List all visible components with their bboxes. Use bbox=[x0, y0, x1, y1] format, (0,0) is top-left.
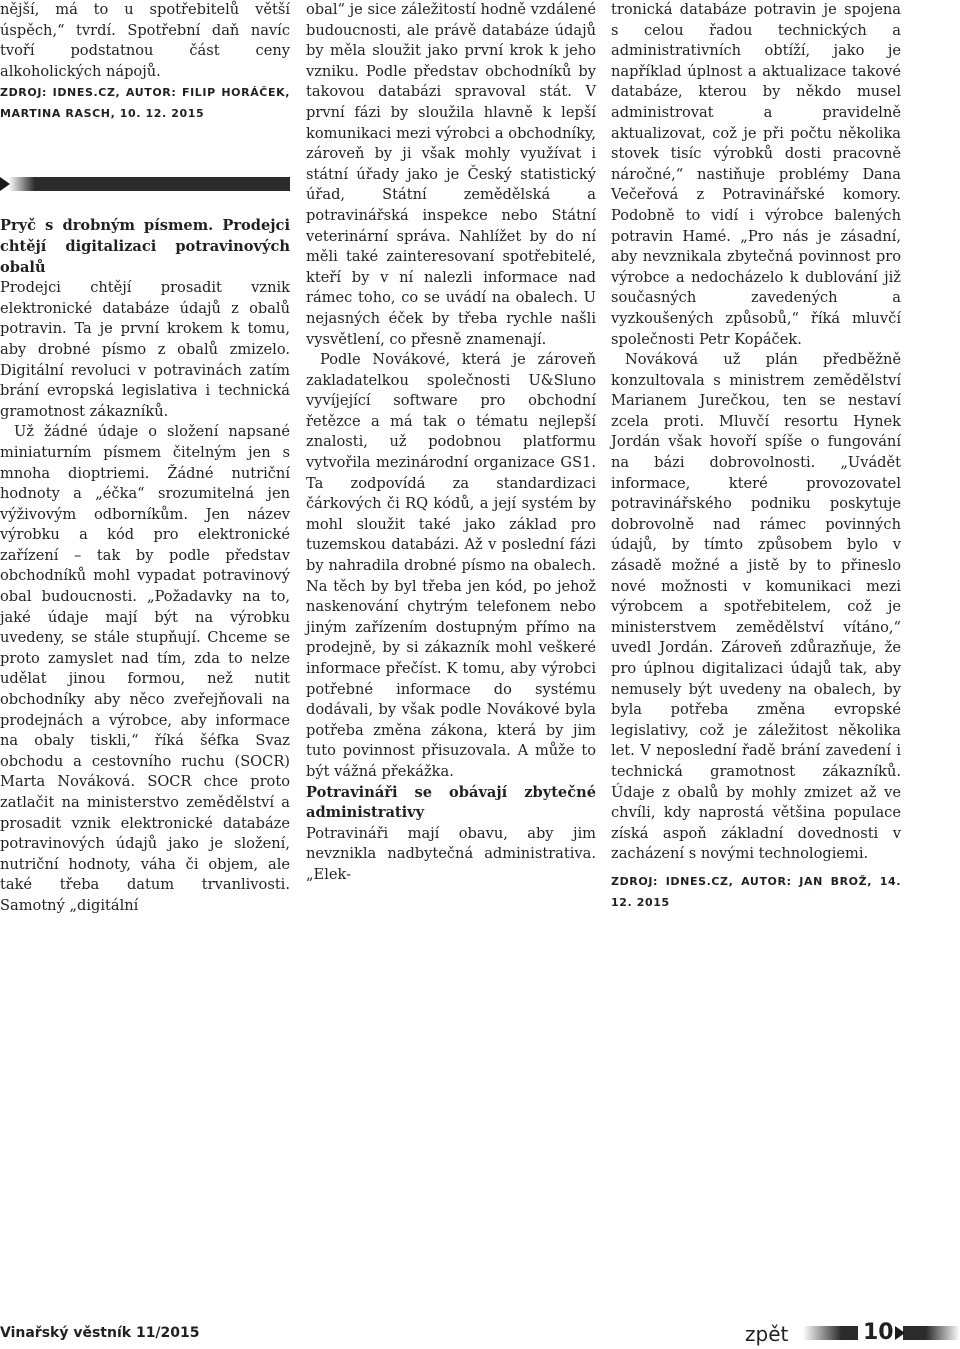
source-credit-2: ZDROJ: IDNES.CZ, AUTOR: JAN BROŽ, 14. 12. 2015 bbox=[611, 874, 901, 909]
source-credit-1: ZDROJ: IDNES.CZ, AUTOR: FILIP HORÁČEK, MARTINA RASCH, 10. 12. 2015 bbox=[0, 86, 290, 121]
page-number: 10 bbox=[863, 1320, 894, 1345]
headline-rest: Prodejci chtějí digitalizaci potravinových obalů bbox=[0, 217, 290, 276]
column-2 bbox=[306, 0, 596, 886]
intro-paragraph: nější, má to u spotřebitelů větší úspěch,“ tvrdí. Spotřební daň navíc tvoří podstatnou část ceny alkoholických nápojů. bbox=[0, 1, 290, 80]
article-headline bbox=[0, 216, 290, 278]
column-1 bbox=[0, 0, 290, 917]
article-paragraph: Potravináři mají obavu, aby jim nevzniklа nadbytečná administrativa. „Elek- bbox=[306, 824, 596, 883]
back-link[interactable]: zpět bbox=[745, 1322, 789, 1346]
article-paragraph: tronická databáze potravin je spojena s celou řadou technických a administrativních obtíží, jako je například úplnost a aktualizace takové databáze, kterou by někdo musel administrovat a pravidelně aktualizovat, což je při počtu několika stovek tisíc výrobků dosti pracovně náročné,“ nastiňuje problémy Dana Večeřová z Potravinářské komory. Podobně to vidí i výrobce balených potravin Hamé. „Pro nás je zásadní, aby nevznikala zbytečná povinnost pro výrobce a nedocházelo k dublování již současných zavedených a vyzkoušených způsobů,“ říká mluvčí společnosti Petr Kopáček. bbox=[611, 1, 901, 348]
arrow-icon bbox=[0, 177, 10, 191]
article-paragraph: Už žádné údaje o složení napsané miniaturním písmem čitelným jen s mnoha dioptriemi. Žádné nutriční hodnoty a „éčka“ srozumitelná jen výživovým odborníkům. Jen název výrobku a kód pro elektronické zařízení – tak by podle představ obchodníků mohl vypadat potravinový obal budoucnosti. „Požadavky na to, jaké údaje mají být na výrobku uvedeny, se stále stupňují. Chceme se proto zamyslet nad tím, zda to nelze udělat jinou formou, než nutit obchodníky aby něco zveřejňovali na prodejnách a výrobce, aby informace na obaly tiskli,“ říká šéfka Svaz obchodu a cestovního ruchu (SOCR) Marta Nováková. SOCR chce proto zatlačit na ministerstvo zemědělství a prosadit vznik elektronické databáze potravinových údajů jako je složení, nutriční hodnoty, váha či objem, ale také třeba datum trvanlivosti. Samotný „digitální bbox=[0, 423, 290, 914]
publication-footer: Vinařský věstník 11/2015 bbox=[0, 1325, 200, 1341]
footer-gradient-bar-right bbox=[903, 1326, 960, 1340]
headline-lead: Pryč s drobným písmem. bbox=[0, 217, 214, 235]
article-paragraph: Nováková už plán předběžně konzultovala s ministrem zemědělství Marianem Jurečkou, ten se nestaví zcela proti. Mluvčí resortu Hynek Jordán však hovoří spíše o fungování na bázi dobrovolnosti. „Uvádět informace, které provozovatel potravinářského podniku poskytuje dobrovolně nad rámec povinných údajů, by tímto způsobem bylo v zásadě možné a jistě by to přineslo nové možnosti v komunikaci mezi výrobcem a spotřebitelem, což je ministerstvem zemědělství vítáno,“ uvedl Jordán. Zároveň zdůrazňuje, že pro úplnou digitalizaci údajů tak, aby nemusely být uvedeny na obalech, by byla potřeba změna evropské legislativy, což je záležitost několika let. V neposlední řadě brání zavedení i technická gramotnost zákazníků. Údaje z obalů by mohly zmizet až ve chvíli, kdy naprostá většina populace získá aspoň základní dovednosti v zacházení s novými technologiemi. bbox=[611, 351, 901, 863]
section-divider-bar bbox=[0, 177, 290, 191]
article-lead-paragraph: Prodejci chtějí prosadit vznik elektronické databáze údajů z obalů potravin. Ta je první krokem k tomu, aby drobné písmo z obalů zmizelo. Digitální revoluci v potravinách zatím brání evropská legislativa i technická gramotnost zákazníků. bbox=[0, 279, 290, 420]
footer-gradient-bar bbox=[803, 1326, 858, 1340]
column-3 bbox=[611, 0, 901, 913]
article-paragraph: obal“ je sice záležitostí hodně vzdálené budoucnosti, ale právě databáze údajů by měla sloužit jako první krok k jeho vzniku. Podle představ obchodníků by takovou databázi spravoval stát. V první fázi by sloužila hlavně k lepší komunikaci mezi výrobci a obchodníky, zároveň by ji však mohly využívat i státní úřady jako je Český statistický úřad, Státní zemědělská a potravinářská inspekce nebo Státní veterinární správa. Nahlížet by do ní měli také zainteresovaní spotřebitelé, kteří by v ní nalezli informace nad rámec toho, co se uvádí na obalech. U nejasných éček by třeba rychle našli vysvětlení, co přesně znamenají. bbox=[306, 1, 596, 348]
arrow-icon bbox=[895, 1326, 905, 1340]
article-paragraph: Podle Novákové, která je zároveň zakladatelkou společnosti U&Sluno vyvíjející software pro obchodní řetězce a má tak o tématu nejlepší znalosti, už podobnou platformu vytvořila mezinárodní organizace GS1. Ta zodpovídá za standardizaci čárkových či RQ kódů, a její systém by mohl sloužit také jako základ pro tuzemskou databázi. Až v poslední fázi by nahradila drobné písmo na obalech. Na těch by byl třeba jen kód, po jehož naskenování chytrým telefonem nebo jiným zařízením dostupným přímo na prodejně, by si zákazník mohl veškeré informace přečíst. K tomu, aby výrobci potřebné informace do systému dodávali, by však podle Novákové byla potřeba změna zákona, která by jim tuto povinnost přisuzovala. A může to být vážná překážka. bbox=[306, 351, 596, 780]
page-navigation bbox=[745, 1318, 960, 1348]
article-subheading: Potravináři se obávají zbytečné administrativy bbox=[306, 783, 596, 822]
